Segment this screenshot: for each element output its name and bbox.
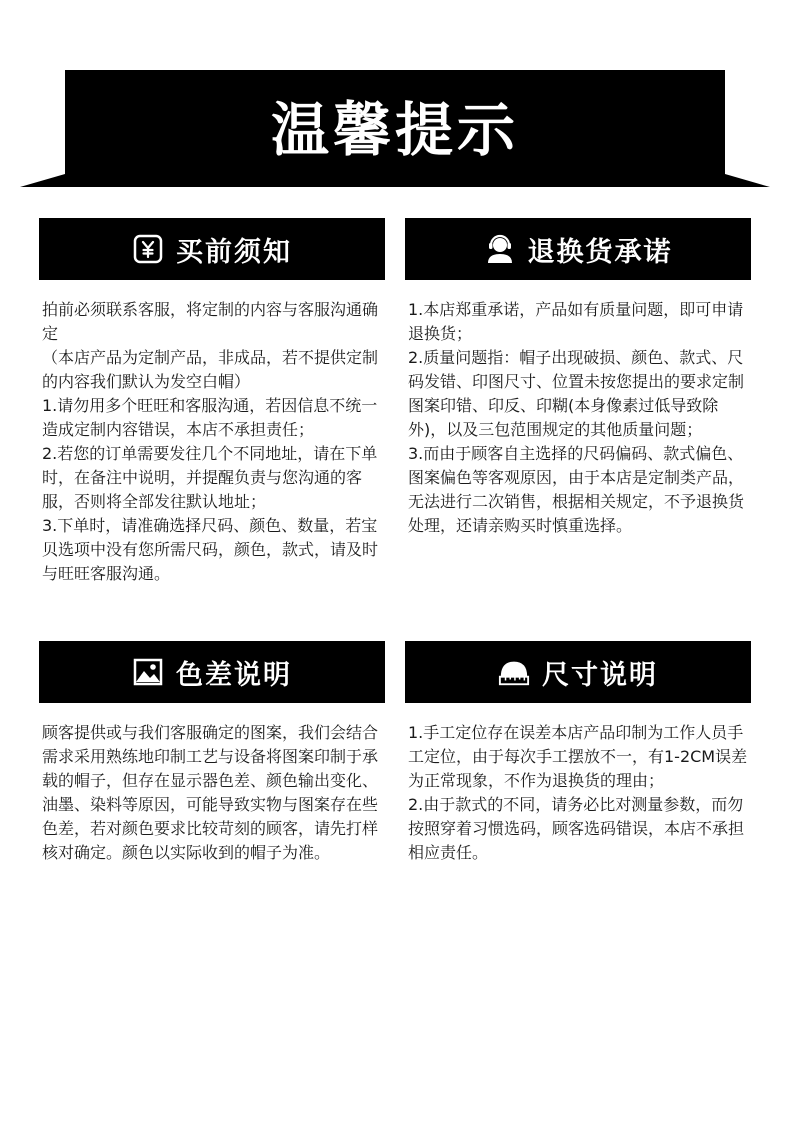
image-icon: [132, 656, 164, 688]
paragraph: 1.本店郑重承诺，产品如有质量问题，即可申请退换货；: [408, 300, 744, 343]
section-title: 色差说明: [176, 659, 292, 691]
section-body: [408, 721, 751, 865]
section-title: 买前须知: [176, 236, 292, 268]
paragraph: 3.下单时，请准确选择尺码、颜色、数量，若宝贝选项中没有您所需尺码，颜色，款式，请及时与旺旺客服沟通。: [42, 516, 379, 583]
section-body: [42, 721, 385, 865]
paragraph: 2.质量问题指：帽子出现破损、颜色、款式、尺码发错、印图尺寸、位置未按您提出的要求定制图案印错、印反、印糊(本身像素过低导致除外)，以及三包范围规定的其他质量问题；: [408, 348, 745, 439]
paragraph: 拍前必须联系客服，将定制的内容与客服沟通确定: [42, 300, 379, 343]
section-header: [39, 218, 385, 280]
paragraph: 1.手工定位存在误差本店产品印制为工作人员手工定位，由于每次手工摆放不一，有1-2CM误差为正常现象，不作为退换货的理由；: [408, 723, 748, 790]
section-body: [408, 298, 751, 538]
paragraph: 2.由于款式的不同，请务必比对测量参数，而勿按照穿着习惯选码，顾客选码错误，本店不承担相应责任。: [408, 795, 745, 862]
section-title: 尺寸说明: [542, 659, 658, 691]
section-body: [42, 298, 385, 586]
paragraph: 顾客提供或与我们客服确定的图案，我们会结合需求采用熟练地印制工艺与设备将图案印制于承载的帽子，但存在显示器色差、颜色输出变化、油墨、染料等原因，可能导致实物与图案存在些色差，若对颜色要求比较苛刻的顾客，请先打样核对确定。颜色以实际收到的帽子为准。: [42, 723, 379, 862]
section-header: [405, 218, 751, 280]
section-title: 退换货承诺: [527, 236, 673, 268]
paragraph: 3.而由于顾客自主选择的尺码偏码、款式偏色、图案偏色等客观原因，由于本店是定制类产品，无法进行二次销售，根据相关规定，不予退换货处理，还请亲购买时慎重选择。: [408, 444, 745, 535]
yen-icon: [132, 233, 164, 265]
customer-service-icon: [484, 233, 516, 265]
paragraph: 1.请勿用多个旺旺和客服沟通，若因信息不统一造成定制内容错误，本店不承担责任；: [42, 396, 378, 439]
paragraph: （本店产品为定制产品，非成品，若不提供定制的内容我们默认为发空白帽）: [42, 348, 379, 391]
section-header: [405, 641, 751, 703]
banner-title: 温馨提示: [270, 96, 519, 164]
ruler-cap-icon: [498, 656, 530, 688]
banner: [0, 0, 790, 200]
paragraph: 2.若您的订单需要发往几个不同地址，请在下单时，在备注中说明，并提醒负责与您沟通的客服，否则将全部发往默认地址；: [42, 444, 378, 511]
section-header: [39, 641, 385, 703]
